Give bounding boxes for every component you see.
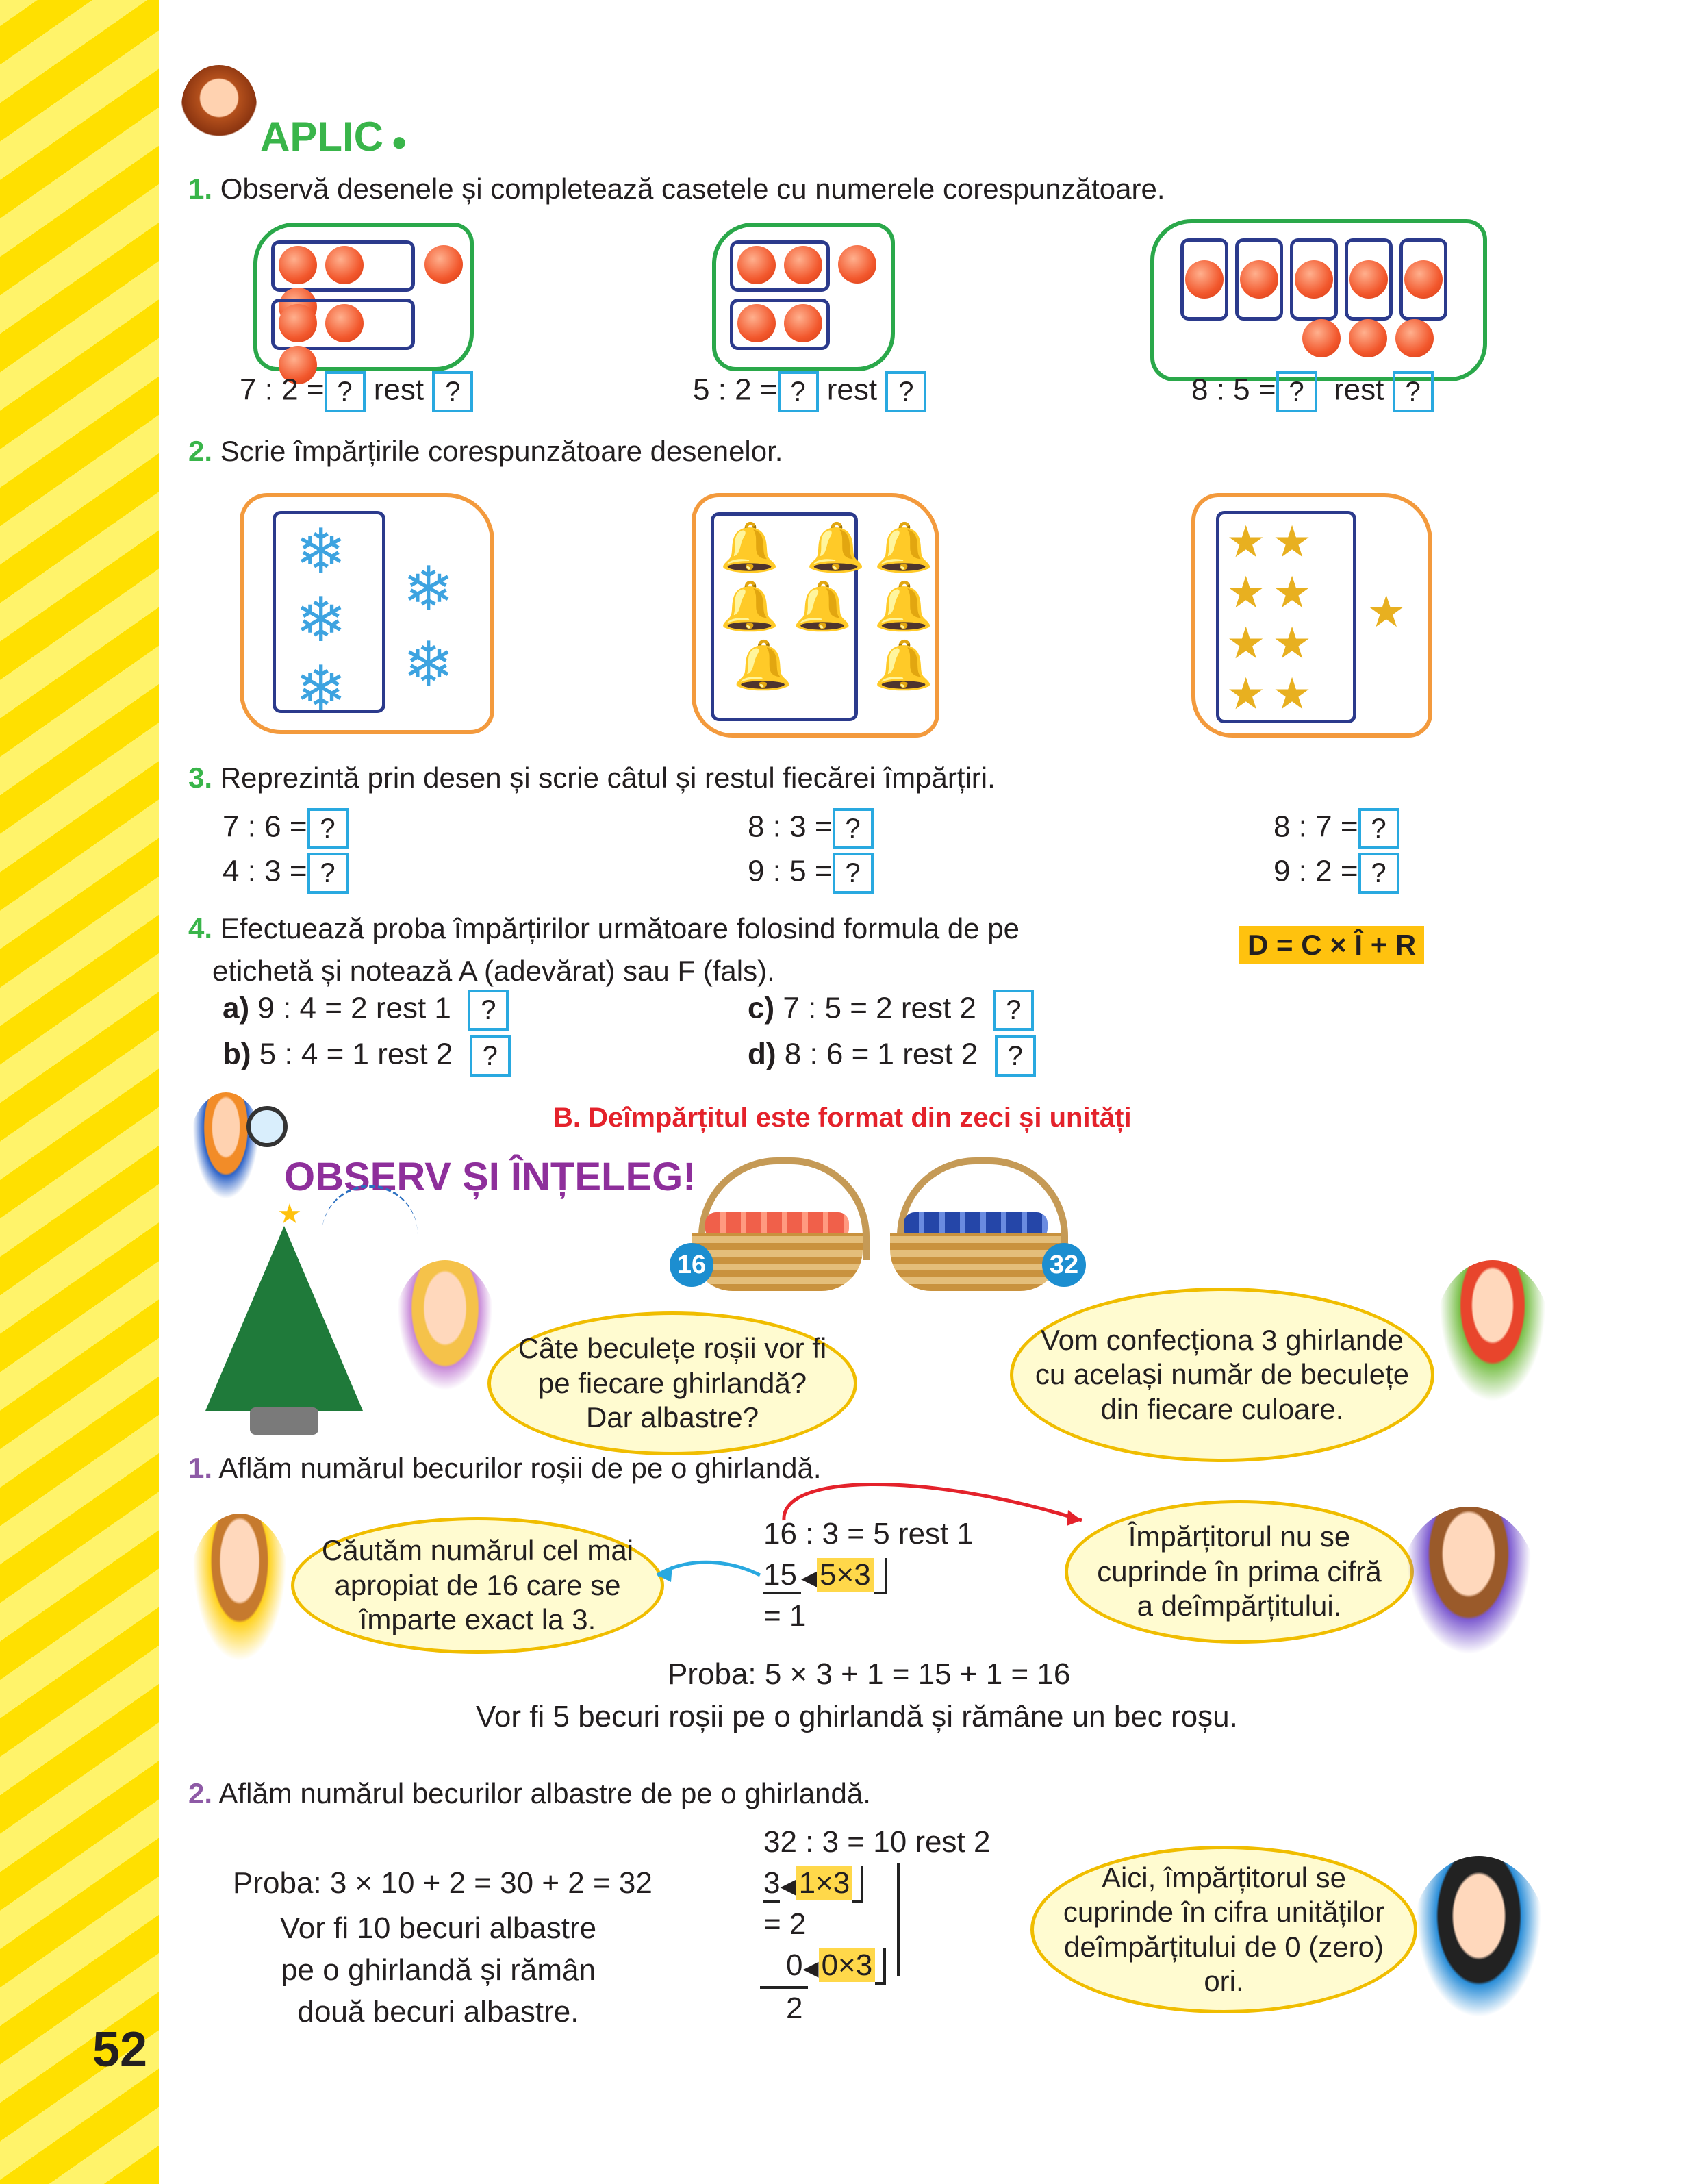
boy-speech-bubble: Vom confecționa 3 ghirlande cu același număr de beculețe din fiecare culoare. — [1010, 1288, 1434, 1462]
ex4-item-a: a) 9 : 4 = 2 rest 1 ? — [223, 990, 509, 1031]
ex1-equation-2: 5 : 2 = ? rest ? — [693, 371, 926, 412]
answer-box[interactable]: ? — [468, 990, 509, 1031]
christmas-tree-icon: ★ — [192, 1198, 377, 1452]
step1-division: 16 : 3 = 5 rest 1 — [763, 1517, 974, 1551]
step1-proof: Proba: 5 × 3 + 1 = 15 + 1 = 16 — [668, 1657, 1071, 1691]
page-number: 52 — [92, 2022, 148, 2077]
boy-thinking-icon — [188, 1514, 291, 1671]
ex4-item-d: d) 8 : 6 = 1 rest 2 ? — [748, 1035, 1036, 1077]
ex2-picture-snowflakes: ❄ ❄ ❄ ❄ ❄ — [240, 493, 494, 734]
ex4-instruction: 4. Efectuează proba împărțirilor următoare folosind formula de pe etichetă și notează A (adevărat) sau F (fals). — [188, 912, 1019, 987]
step2-vertical-line — [897, 1863, 900, 1976]
ex1-picture-1 — [253, 223, 474, 371]
answer-box[interactable]: ? — [325, 371, 366, 412]
step2-division: 32 : 3 = 10 rest 2 — [763, 1825, 991, 1859]
step1-subtraction: 15 ◀5×3 — [763, 1558, 887, 1592]
ex1-picture-3 — [1150, 219, 1487, 381]
ex3-item: 4 : 3 = ? — [223, 853, 349, 894]
answer-box[interactable]: ? — [307, 808, 349, 849]
step2-conclusion: Vor fi 10 becuri albastre pe o ghirlandă și rămân două becuri albastre. — [279, 1911, 597, 2029]
ex2-instruction: 2. Scrie împărțirile corespunzătoare desenelor. — [188, 435, 783, 467]
ex3-item: 9 : 2 = ? — [1274, 853, 1399, 894]
aplic-title: APLIC ● — [260, 114, 408, 160]
step1-left-bubble: Căutăm numărul cel mai apropiat de 16 care se împarte exact la 3. — [291, 1517, 664, 1654]
step2-sub1: 3◀1×3 — [763, 1866, 863, 1900]
step2-mid: = 2 — [763, 1907, 807, 1941]
ex3-item: 7 : 6 = ? — [223, 808, 349, 849]
girl-black-hair-icon — [1410, 1856, 1547, 2027]
ex1-equation-3: 8 : 5 = ? rest ? — [1191, 371, 1434, 412]
observ-title: OBSERV ȘI ÎNȚELEG! — [284, 1155, 696, 1199]
magnifier-icon — [246, 1106, 288, 1147]
count-badge-blue: 32 — [1042, 1243, 1086, 1287]
formula-label: D = C × Î + R — [1239, 926, 1424, 964]
answer-box[interactable]: ? — [778, 371, 819, 412]
ex1-equation-1: 7 : 2 = ? rest ? — [240, 371, 473, 412]
step2-sub2: 0◀0×3 — [786, 1948, 886, 1983]
count-badge-red: 16 — [670, 1243, 713, 1287]
step1-right-bubble: Împărțitorul nu se cuprinde în prima cifră a deîmpărțitului. — [1065, 1500, 1414, 1644]
ex1-instruction: 1. Observă desenele și completează casetele cu numerele corespunzătoare. — [188, 173, 1165, 205]
basket-red-bulbs-icon — [692, 1157, 863, 1294]
ex3-item: 8 : 3 = ? — [748, 808, 874, 849]
boy-character-icon — [1434, 1260, 1551, 1411]
answer-box[interactable]: ? — [1276, 371, 1317, 412]
answer-box[interactable]: ? — [885, 371, 926, 412]
ex4-item-c: c) 7 : 5 = 2 rest 2 ? — [748, 990, 1034, 1031]
answer-box[interactable]: ? — [432, 371, 473, 412]
step2-bubble: Aici, împărțitorul se cuprinde în cifra unităților deîmpărțitului de 0 (zero) ori. — [1030, 1846, 1417, 2013]
light-garland-icon — [322, 1185, 418, 1283]
ex3-item: 8 : 7 = ? — [1274, 808, 1399, 849]
girl-mascot-icon — [181, 65, 257, 147]
answer-box[interactable]: ? — [307, 853, 349, 894]
girl-magnifier-icon — [188, 1092, 264, 1209]
basket-blue-bulbs-icon — [890, 1157, 1061, 1294]
decorative-stripe-border — [0, 0, 159, 2184]
step2-proof: Proba: 3 × 10 + 2 = 30 + 2 = 32 — [233, 1866, 652, 1900]
answer-box[interactable]: ? — [1358, 808, 1399, 849]
answer-box[interactable]: ? — [470, 1035, 511, 1077]
step2-rule — [760, 1986, 808, 1989]
step1-result: = 1 — [763, 1599, 807, 1633]
answer-box[interactable]: ? — [833, 808, 874, 849]
ex4-item-b: b) 5 : 4 = 1 rest 2 ? — [223, 1035, 511, 1077]
ex3-instruction: 3. Reprezintă prin desen și scrie câtul și restul fiecărei împărțiri. — [188, 762, 996, 794]
step1-instruction: 1. Aflăm numărul becurilor roșii de pe o ghirlandă. — [188, 1452, 822, 1484]
girl-speech-bubble: Câte beculețe roșii vor fi pe fiecare ghirlandă? Dar albastre? — [487, 1311, 857, 1455]
answer-box[interactable]: ? — [993, 990, 1034, 1031]
ex2-picture-stars: ★★ ★★ ★★ ★★ ★ — [1191, 493, 1432, 738]
step1-conclusion: Vor fi 5 becuri roșii pe o ghirlandă și rămâne un bec roșu. — [476, 1700, 1238, 1733]
answer-box[interactable]: ? — [1358, 853, 1399, 894]
girl-character-icon — [394, 1260, 496, 1397]
step2-instruction: 2. Aflăm numărul becurilor albastre de pe o ghirlandă. — [188, 1777, 871, 1809]
step2-remainder: 2 — [786, 1992, 803, 2025]
answer-box[interactable]: ? — [995, 1035, 1036, 1077]
ex1-picture-2 — [712, 223, 895, 371]
ex3-item: 9 : 5 = ? — [748, 853, 874, 894]
section-b-subtitle: B. Deîmpărțitul este format din zeci și unități — [553, 1103, 1132, 1133]
ex2-picture-bells: 🔔 🔔 🔔 🔔 🔔 🔔 🔔 🔔 — [692, 493, 939, 738]
answer-box[interactable]: ? — [1393, 371, 1434, 412]
girl-pointing-icon — [1400, 1507, 1537, 1664]
answer-box[interactable]: ? — [833, 853, 874, 894]
